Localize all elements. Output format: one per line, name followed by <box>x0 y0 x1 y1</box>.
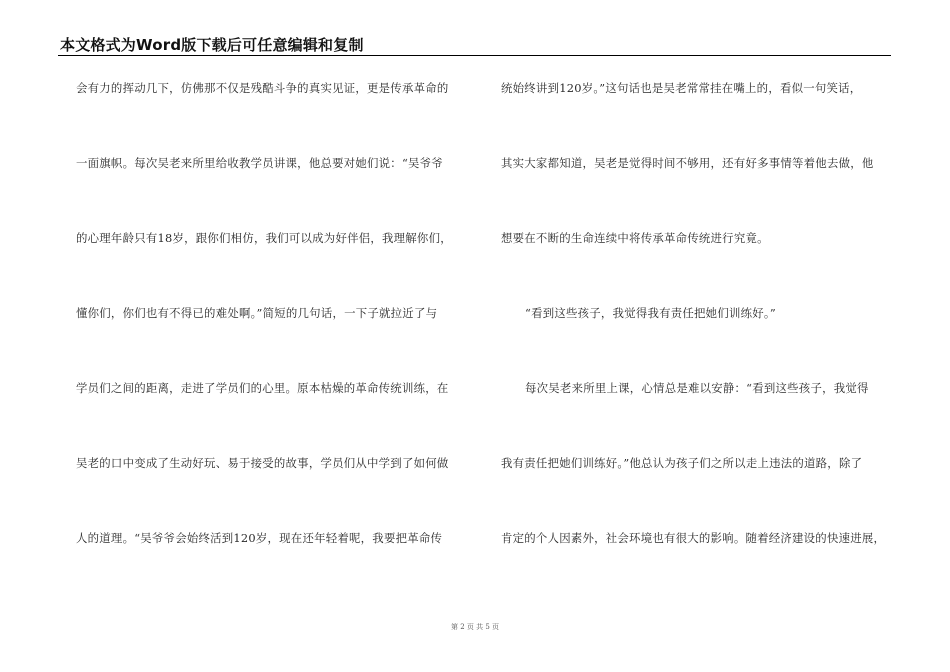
text-line: 人的道理。“吴爷爷会始终活到120岁，现在还年轻着呢，我要把革命传 <box>76 531 443 545</box>
text-line: “看到这些孩子，我觉得我有责任把她们训练好。” <box>525 306 776 320</box>
text-line: 的心理年龄只有18岁，跟你们相仿，我们可以成为好伴侣，我理解你们， <box>76 231 452 245</box>
page-number: 第 2 页 共 5 页 <box>450 623 500 631</box>
header-divider <box>58 55 891 56</box>
text-line: 肯定的个人因素外，社会环境也有很大的影响。随着经济建设的快速进展， <box>501 531 886 545</box>
text-line: 吴老的口中变成了生动好玩、易于接受的故事，学员们从中学到了如何做 <box>76 456 449 470</box>
text-line: 想要在不断的生命连续中将传承革命传统进行究竟。 <box>501 231 769 245</box>
text-line: 会有力的挥动几下，仿佛那不仅是残酷斗争的真实见证，更是传承革命的 <box>76 81 449 95</box>
text-line: 每次吴老来所里上课，心情总是难以安静：“看到这些孩子，我觉得 <box>525 381 869 395</box>
text-line: 统始终讲到120岁。”这句话也是吴老常常挂在嘴上的，看似一句笑话， <box>501 81 862 95</box>
text-line: 其实大家都知道，吴老是觉得时间不够用，还有好多事情等着他去做，他 <box>501 156 874 170</box>
text-line: 一面旗帜。每次吴老来所里给收教学员讲课，他总要对她们说：“吴爷爷 <box>76 156 443 170</box>
text-line: 懂你们，你们也有不得已的难处啊。”简短的几句话，一下子就拉近了与 <box>76 306 438 320</box>
document-header-title: 本文格式为Word版下载后可任意编辑和复制 <box>60 36 364 54</box>
text-line: 我有责任把她们训练好。”他总认为孩子们之所以走上违法的道路，除了 <box>501 456 863 470</box>
text-line: 学员们之间的距离，走进了学员们的心里。原本枯燥的革命传统训练，在 <box>76 381 449 395</box>
